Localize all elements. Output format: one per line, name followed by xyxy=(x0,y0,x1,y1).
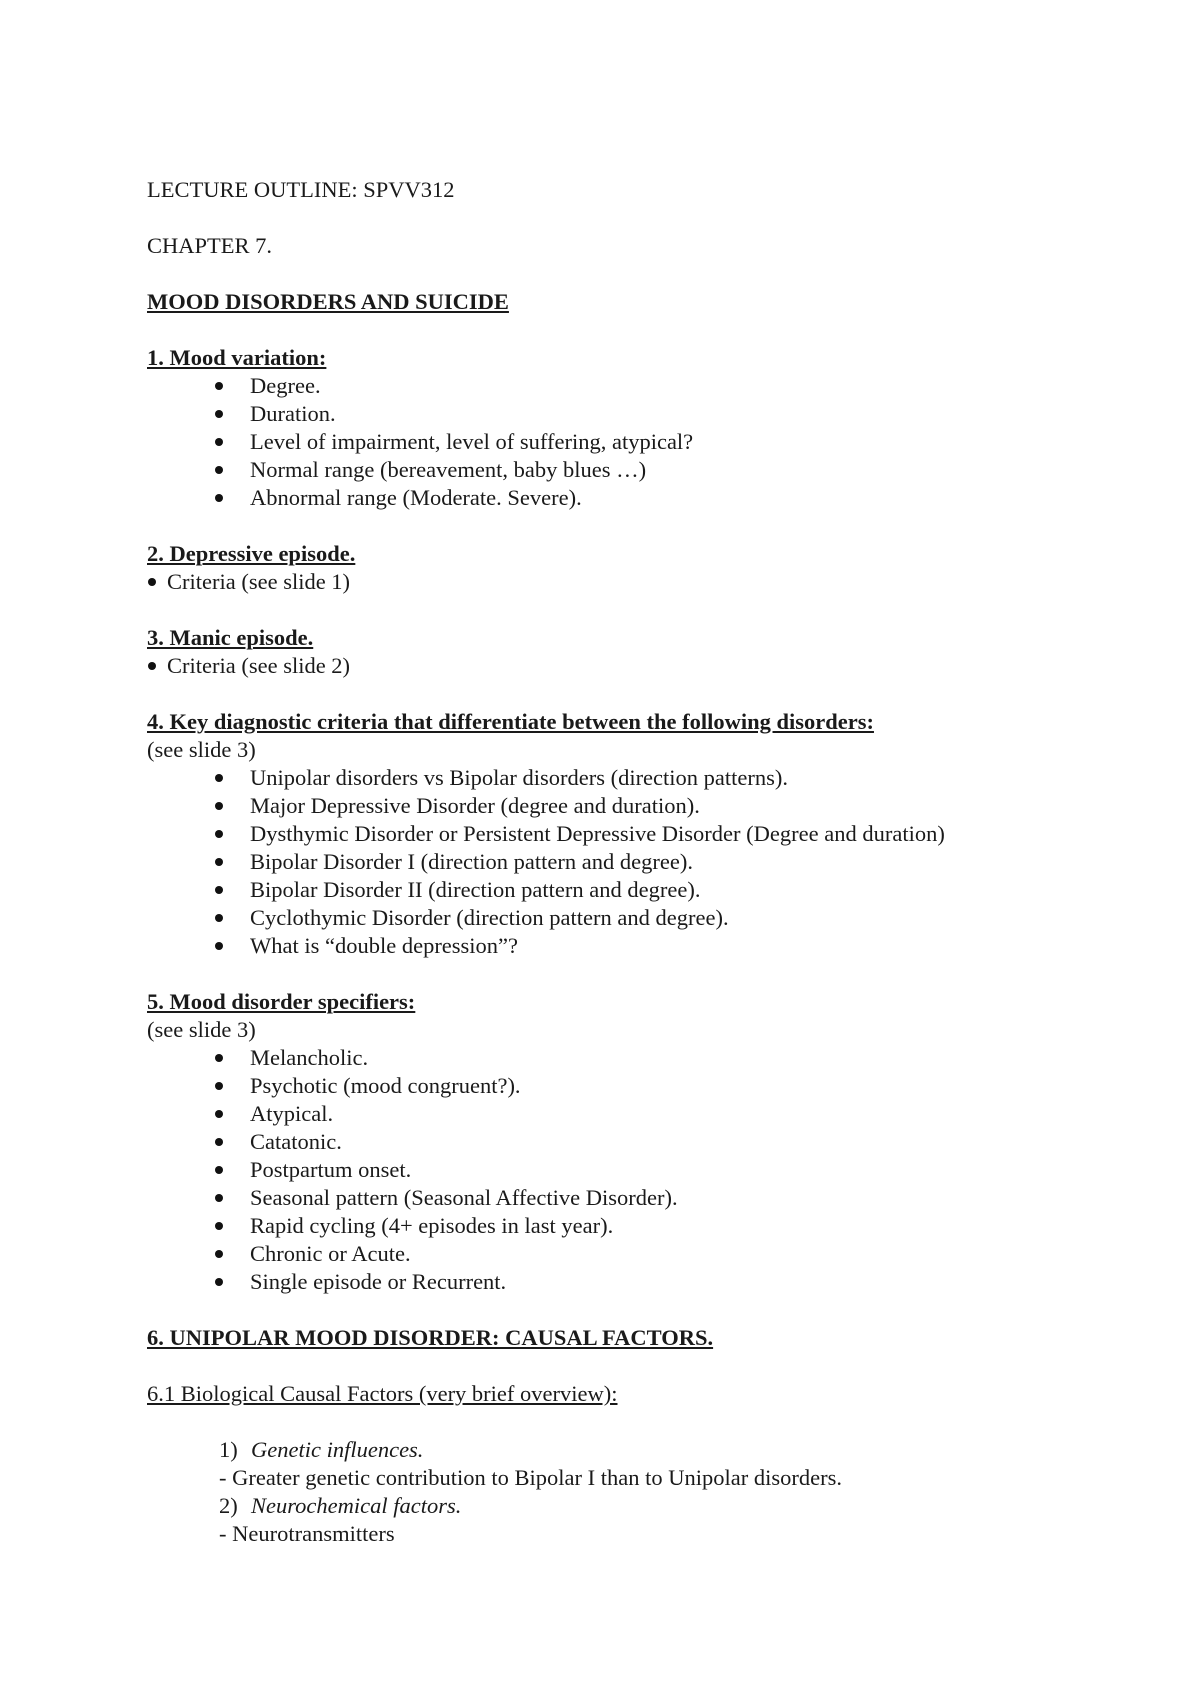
bullet-icon xyxy=(148,662,156,670)
list-item: Melancholic. xyxy=(147,1044,1107,1072)
bullet-icon xyxy=(215,942,223,950)
section-1-heading: 1. Mood variation: xyxy=(147,345,327,370)
bullet-icon xyxy=(215,1222,223,1230)
section-5-note: (see slide 3) xyxy=(147,1017,256,1042)
list-item: Unipolar disorders vs Bipolar disorders (direction patterns). xyxy=(147,764,1107,792)
chapter-label: CHAPTER 7. xyxy=(147,233,273,258)
bullet-icon xyxy=(215,830,223,838)
bullet-icon xyxy=(215,886,223,894)
list-item: Duration. xyxy=(147,400,1107,428)
list-item: Degree. xyxy=(147,372,1107,400)
list-item: Postpartum onset. xyxy=(147,1156,1107,1184)
bullet-icon xyxy=(215,382,223,390)
bullet-icon xyxy=(215,438,223,446)
document-page xyxy=(147,176,1107,1548)
list-item: Bipolar Disorder II (direction pattern and degree). xyxy=(147,876,1107,904)
bullet-icon xyxy=(148,578,156,586)
bullet-icon xyxy=(215,1138,223,1146)
list-item: Cyclothymic Disorder (direction pattern and degree). xyxy=(147,904,1107,932)
bullet-icon xyxy=(215,1194,223,1202)
list-item: Criteria (see slide 1) xyxy=(147,568,1107,596)
section-3-heading: 3. Manic episode. xyxy=(147,625,314,650)
bullet-icon xyxy=(215,494,223,502)
list-item: Single episode or Recurrent. xyxy=(147,1268,1107,1296)
bullet-icon xyxy=(215,802,223,810)
bullet-icon xyxy=(215,858,223,866)
neurochemical-detail: - Neurotransmitters xyxy=(219,1521,395,1546)
bullet-icon xyxy=(215,914,223,922)
list-item: Bipolar Disorder I (direction pattern and degree). xyxy=(147,848,1107,876)
bullet-icon xyxy=(215,1250,223,1258)
bullet-icon xyxy=(215,1166,223,1174)
list-item: Major Depressive Disorder (degree and duration). xyxy=(147,792,1107,820)
main-heading: MOOD DISORDERS AND SUICIDE xyxy=(147,289,509,314)
section-4-note: (see slide 3) xyxy=(147,737,256,762)
genetic-detail: - Greater genetic contribution to Bipolar I than to Unipolar disorders. xyxy=(219,1465,842,1490)
list-item: What is “double depression”? xyxy=(147,932,1107,960)
list-item: Abnormal range (Moderate. Severe). xyxy=(147,484,1107,512)
section-6-1-subheading: 6.1 Biological Causal Factors (very brief overview): xyxy=(147,1381,618,1406)
bullet-icon xyxy=(215,1054,223,1062)
list-item: Rapid cycling (4+ episodes in last year). xyxy=(147,1212,1107,1240)
list-item: Catatonic. xyxy=(147,1128,1107,1156)
bullet-icon xyxy=(215,1082,223,1090)
section-2-heading: 2. Depressive episode. xyxy=(147,541,356,566)
list-item: Atypical. xyxy=(147,1100,1107,1128)
list-item: Psychotic (mood congruent?). xyxy=(147,1072,1107,1100)
numbered-item-genetic: 1) Genetic influences. xyxy=(219,1437,424,1462)
list-item: Dysthymic Disorder or Persistent Depressive Disorder (Degree and duration) xyxy=(147,820,1107,848)
bullet-icon xyxy=(215,410,223,418)
list-item: Level of impairment, level of suffering, atypical? xyxy=(147,428,1107,456)
section-6-heading: 6. UNIPOLAR MOOD DISORDER: CAUSAL FACTORS. xyxy=(147,1325,714,1350)
bullet-icon xyxy=(215,1278,223,1286)
numbered-item-neurochemical: 2) Neurochemical factors. xyxy=(219,1493,462,1518)
section-4-heading: 4. Key diagnostic criteria that differentiate between the following disorders: xyxy=(147,709,874,734)
list-item: Chronic or Acute. xyxy=(147,1240,1107,1268)
list-item: Seasonal pattern (Seasonal Affective Disorder). xyxy=(147,1184,1107,1212)
bullet-icon xyxy=(215,1110,223,1118)
bullet-icon xyxy=(215,466,223,474)
section-5-heading: 5. Mood disorder specifiers: xyxy=(147,989,416,1014)
list-item: Normal range (bereavement, baby blues …) xyxy=(147,456,1107,484)
bullet-icon xyxy=(215,774,223,782)
list-item: Criteria (see slide 2) xyxy=(147,652,1107,680)
lecture-title: LECTURE OUTLINE: SPVV312 xyxy=(147,177,455,202)
